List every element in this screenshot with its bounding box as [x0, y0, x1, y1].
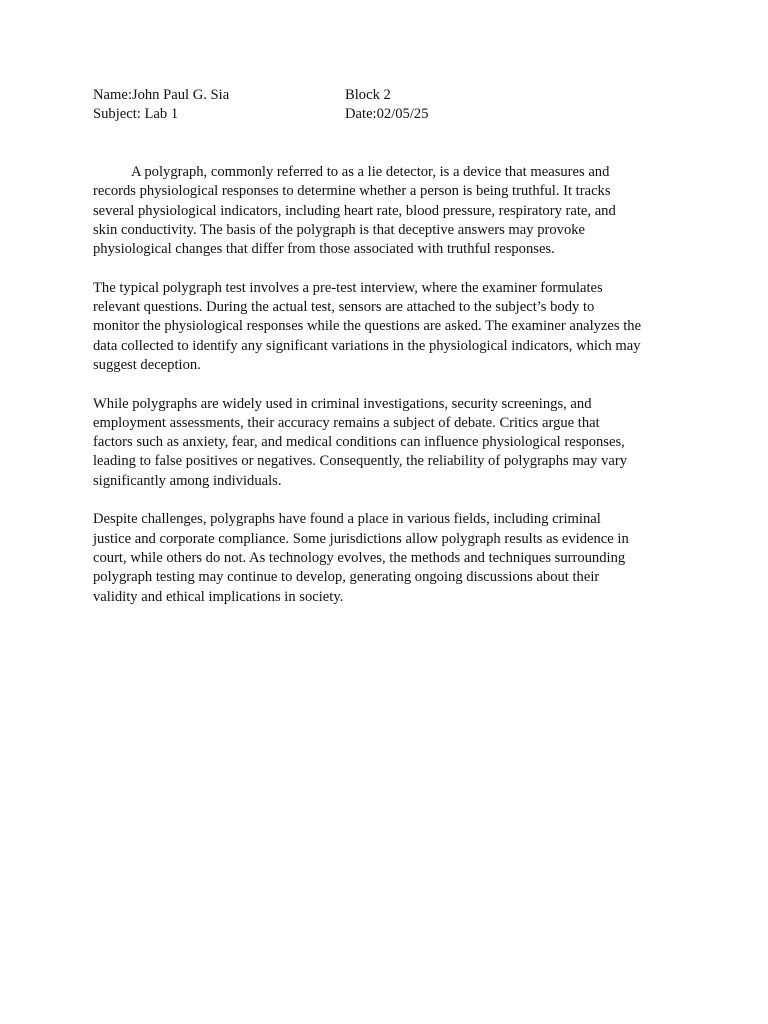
paragraph-line: Despite challenges, polygraphs have found a place in various fields, including criminal [93, 511, 601, 528]
paragraph-line: significantly among individuals. [93, 472, 282, 489]
header-row-1 [93, 86, 678, 105]
paragraph-test-procedure [93, 279, 678, 375]
paragraph-line: polygraph testing may continue to develop, generating ongoing discussions about their [93, 569, 600, 586]
paragraph-line: justice and corporate compliance. Some jurisdictions allow polygraph results as evidence in [93, 530, 629, 547]
paragraph-line: records physiological responses to determine whether a person is being truthful. It tracks [93, 183, 611, 200]
document-header [93, 86, 678, 125]
paragraph-line: While polygraphs are widely used in criminal investigations, security screenings, and [93, 395, 592, 412]
paragraph-line: employment assessments, their accuracy remains a subject of debate. Critics argue that [93, 414, 600, 431]
header-row-2 [93, 105, 678, 124]
paragraph-line: physiological changes that differ from those associated with truthful responses. [93, 241, 555, 258]
paragraph-conclusion [93, 510, 678, 606]
paragraph-line: skin conductivity. The basis of the polygraph is that deceptive answers may provoke [93, 221, 586, 238]
paragraph-accuracy-debate [93, 395, 678, 491]
paragraph-line: validity and ethical implications in society. [93, 588, 344, 605]
paragraph-line: court, while others do not. As technology evolves, the methods and techniques surrounding [93, 549, 626, 566]
subject-label: Subject: Lab 1 [93, 106, 179, 123]
paragraph-line: several physiological indicators, including heart rate, blood pressure, respiratory rate, and [93, 202, 616, 219]
paragraph-line: A polygraph, commonly referred to as a lie detector, is a device that measures and [131, 164, 610, 180]
date-label: Date:02/05/25 [345, 106, 429, 123]
student-name: Name:John Paul G. Sia [93, 87, 230, 103]
paragraph-intro [93, 163, 678, 259]
paragraph-line: leading to false positives or negatives. Consequently, the reliability of polygraphs may vary [93, 453, 628, 470]
paragraph-line: relevant questions. During the actual test, sensors are attached to the subject’s body to [93, 299, 595, 316]
paragraph-line: data collected to identify any significant variations in the physiological indicators, which may [93, 337, 641, 354]
paragraph-line: The typical polygraph test involves a pre-test interview, where the examiner formulates [93, 279, 603, 296]
document-body [93, 163, 678, 626]
paragraph-line: monitor the physiological responses while the questions are asked. The examiner analyzes the [93, 318, 642, 335]
paragraph-line: factors such as anxiety, fear, and medical conditions can influence physiological responses, [93, 434, 625, 451]
paragraph-line: suggest deception. [93, 356, 201, 373]
block-label: Block 2 [345, 87, 391, 103]
